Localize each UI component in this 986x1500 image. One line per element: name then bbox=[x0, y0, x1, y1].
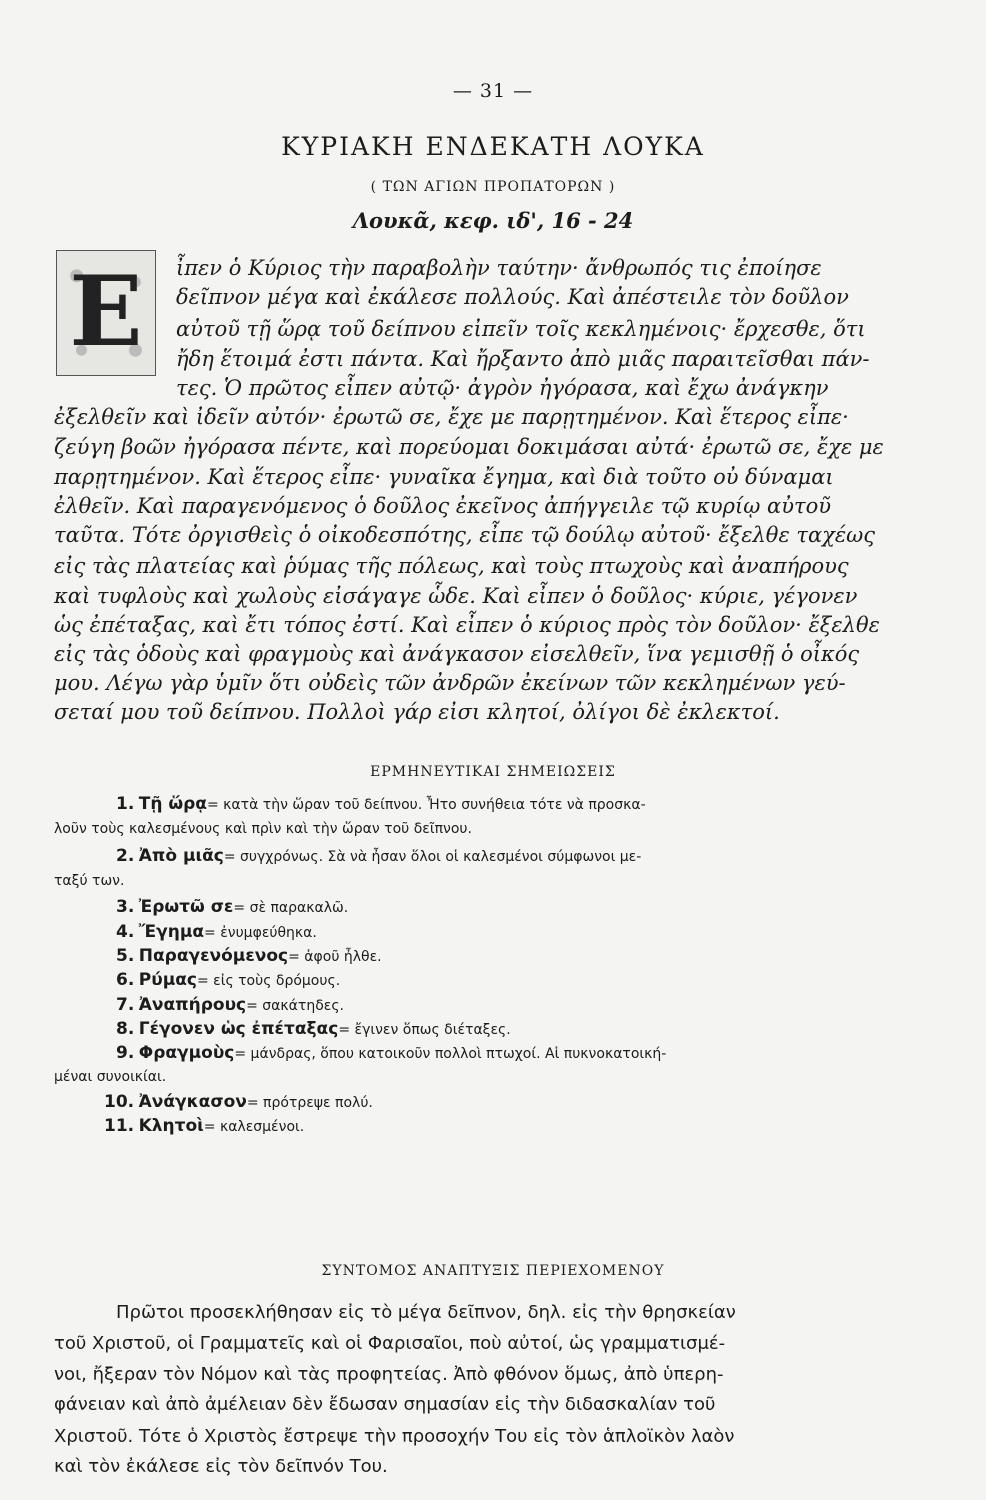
note-definition: = ἔγινεν ὅπως διέταξες. bbox=[338, 1022, 511, 1038]
note-definition: = εἰς τοὺς δρόμους. bbox=[196, 973, 341, 989]
note-number: 5. bbox=[116, 946, 135, 966]
gospel-line: ζεύγη βοῶν ἠγόρασα πέντε, καὶ πορεύομαι δοκιμάσαι αὐτά· ἐρωτῶ σε, ἔχε με bbox=[54, 435, 884, 459]
note-term: Φραγμοὺς bbox=[138, 1043, 235, 1063]
gospel-line: δεῖπνον μέγα καὶ ἐκάλεσε πολλούς. Καὶ ἀπέστειλε τὸν δοῦλον bbox=[176, 285, 849, 309]
gospel-line: ὡς ἐπέταξας, καὶ ἔτι τόπος ἐστί. Καὶ εἶπεν ὁ κύριος πρὸς τὸν δοῦλον· ἔξελθε bbox=[54, 613, 880, 637]
note-term: Ρύμας bbox=[138, 970, 197, 990]
note-item bbox=[116, 794, 646, 814]
gospel-line: αὐτοῦ τῇ ὥρᾳ τοῦ δείπνου εἰπεῖν τοῖς κεκλημένοις· ἔρχεσθε, ὅτι bbox=[176, 317, 866, 341]
note-item bbox=[116, 897, 348, 917]
summary-line: καὶ τὸν ἐκάλεσε εἰς τὸν δεῖπνόν Του. bbox=[54, 1456, 388, 1477]
note-number: 2. bbox=[116, 846, 135, 866]
note-continuation: λοῦν τοὺς καλεσμένους καὶ πρὶν καὶ τὴν ὥραν τοῦ δεῖπνου. bbox=[54, 821, 472, 837]
gospel-line: ἤδη ἕτοιμά ἐστι πάντα. Καὶ ἤρξαντο ἀπὸ μιᾶς παραιτεῖσθαι πάν- bbox=[176, 347, 870, 371]
gospel-line: ἶπεν ὁ Κύριος τὴν παραβολὴν ταύτην· ἄνθρωπός τις ἐποίησε bbox=[176, 256, 822, 280]
notes-heading: ΕΡΜΗΝΕΥΤΙΚΑΙ ΣΗΜΕΙΩΣΕΙΣ bbox=[370, 764, 616, 780]
note-term: Γέγονεν ὡς ἐπέταξας bbox=[138, 1019, 339, 1039]
gospel-line: εἰς τὰς πλατείας καὶ ῥύμας τῆς πόλεως, καὶ τοὺς πτωχοὺς καὶ ἀναπήρους bbox=[54, 554, 849, 578]
note-item bbox=[116, 922, 317, 942]
gospel-line: ἐξελθεῖν καὶ ἰδεῖν αὐτόν· ἐρωτῶ σε, ἔχε με παρῃτημένον. Καὶ ἕτερος εἶπε· bbox=[54, 405, 849, 429]
gospel-line: ταῦτα. Τότε ὀργισθεὶς ὁ οἰκοδεσπότης, εἶπε τῷ δούλῳ αὐτοῦ· ἔξελθε ταχέως bbox=[54, 523, 876, 547]
note-definition: = μάνδρας, ὅπου κατοικοῦν πολλοὶ πτωχοί. Αἱ πυκνοκατοική- bbox=[234, 1046, 667, 1062]
gospel-line: εἰς τὰς ὁδοὺς καὶ φραγμοὺς καὶ ἀνάγκασον εἰσελθεῖν, ἵνα γεμισθῇ ὁ οἶκός bbox=[54, 642, 860, 666]
note-item bbox=[116, 946, 382, 966]
note-term: Ἀπὸ μιᾶς bbox=[138, 846, 224, 866]
note-item bbox=[116, 970, 340, 990]
summary-line: Χριστοῦ. Τότε ὁ Χριστὸς ἔστρεψε τὴν προσοχήν Του εἰς τὸν ἁπλοϊκὸν λαὸν bbox=[54, 1426, 735, 1447]
note-number: 10. bbox=[104, 1092, 135, 1112]
note-term: Ἀνάγκασον bbox=[138, 1092, 247, 1112]
note-item bbox=[116, 1019, 511, 1039]
page-number: — 31 — bbox=[452, 80, 534, 102]
note-definition: = ἀφοῦ ἦλθε. bbox=[288, 949, 382, 965]
note-term: Ἔγημα bbox=[138, 922, 205, 942]
note-term: Κλητοὶ bbox=[138, 1116, 204, 1136]
note-number: 8. bbox=[116, 1019, 135, 1039]
note-number: 7. bbox=[116, 995, 135, 1015]
summary-line: Πρῶτοι προσεκλήθησαν εἰς τὸ μέγα δεῖπνον, δηλ. εἰς τὴν θρησκείαν bbox=[116, 1302, 736, 1323]
note-continuation: ταξύ των. bbox=[54, 873, 125, 889]
note-term: Ἐρωτῶ σε bbox=[138, 897, 234, 917]
note-number: 4. bbox=[116, 922, 135, 942]
note-definition: = σακάτηδες. bbox=[246, 998, 344, 1014]
note-definition: = σὲ παρακαλῶ. bbox=[233, 900, 349, 916]
page-title: ΚΥΡΙΑΚΗ ΕΝΔΕΚΑΤΗ ΛΟΥΚΑ bbox=[281, 132, 705, 161]
note-term: Ἀναπήρους bbox=[138, 995, 247, 1015]
note-item bbox=[116, 1043, 666, 1063]
note-number: 9. bbox=[116, 1043, 135, 1063]
note-number: 11. bbox=[104, 1116, 135, 1136]
drop-cap-letter: Ε bbox=[69, 255, 143, 368]
gospel-line: παρῃτημένον. Καὶ ἕτερος εἶπε· γυναῖκα ἔγημα, καὶ διὰ τοῦτο οὐ δύναμαι bbox=[54, 465, 834, 489]
note-item bbox=[104, 1092, 373, 1112]
gospel-line: τες. Ὁ πρῶτος εἶπεν αὐτῷ· ἀγρὸν ἠγόρασα, καὶ ἔχω ἀνάγκην bbox=[176, 376, 829, 400]
note-definition: = πρότρεψε πολύ. bbox=[246, 1095, 373, 1111]
gospel-line: καὶ τυφλοὺς καὶ χωλοὺς εἰσάγαγε ὧδε. Καὶ εἶπεν ὁ δοῦλος· κύριε, γέγονεν bbox=[54, 584, 858, 608]
note-item bbox=[116, 995, 344, 1015]
note-item bbox=[104, 1116, 304, 1136]
summary-heading: ΣΥΝΤΟΜΟΣ ΑΝΑΠΤΥΞΙΣ ΠΕΡΙΕΧΟΜΕΝΟΥ bbox=[321, 1263, 665, 1279]
note-item bbox=[116, 846, 641, 866]
summary-line: τοῦ Χριστοῦ, οἱ Γραμματεῖς καὶ οἱ Φαρισαῖοι, ποὺ αὐτοί, ὡς γραμματισμέ- bbox=[54, 1333, 726, 1354]
note-term: Τῇ ὥρᾳ bbox=[138, 794, 207, 814]
note-number: 6. bbox=[116, 970, 135, 990]
page-subtitle: ( ΤΩΝ ΑΓΙΩΝ ΠΡΟΠΑΤΟΡΩΝ ) bbox=[370, 179, 616, 195]
note-definition: = κατὰ τὴν ὥραν τοῦ δείπνου. Ἦτο συνήθεια τότε νὰ προσκα- bbox=[207, 797, 646, 813]
ornamental-drop-cap bbox=[56, 250, 156, 376]
note-definition: = καλεσμένοι. bbox=[203, 1119, 305, 1135]
gospel-line: ἐλθεῖν. Καὶ παραγενόμενος ὁ δοῦλος ἐκεῖνος ἀπήγγειλε τῷ κυρίῳ αὐτοῦ bbox=[54, 494, 831, 518]
gospel-line: μου. Λέγω γὰρ ὑμῖν ὅτι οὐδεὶς τῶν ἀνδρῶν ἐκείνων τῶν κεκλημένων γεύ- bbox=[54, 671, 846, 695]
note-definition: = ἐνυμφεύθηκα. bbox=[204, 925, 317, 941]
note-continuation: μέναι συνοικίαι. bbox=[54, 1069, 167, 1085]
summary-line: νοι, ἤξεραν τὸν Νόμον καὶ τὰς προφητείας. Ἀπὸ φθόνον ὅμως, ἀπὸ ὑπερη- bbox=[54, 1364, 724, 1385]
scripture-reference: Λουκᾶ, κεφ. ιδ', 16 - 24 bbox=[352, 208, 634, 233]
note-definition: = συγχρόνως. Σὰ νὰ ἦσαν ὅλοι οἱ καλεσμένοι σύμφωνοι με- bbox=[223, 849, 642, 865]
summary-line: φάνειαν καὶ ἀπὸ ἀμέλειαν δὲν ἔδωσαν σημασίαν εἰς τὴν διδασκαλίαν τοῦ bbox=[54, 1394, 716, 1415]
note-number: 3. bbox=[116, 897, 135, 917]
gospel-line: σεταί μου τοῦ δείπνου. Πολλοὶ γάρ εἰσι κλητοί, ὀλίγοι δὲ ἐκλεκτοί. bbox=[54, 700, 780, 724]
note-term: Παραγενόμενος bbox=[138, 946, 289, 966]
note-number: 1. bbox=[116, 794, 135, 814]
